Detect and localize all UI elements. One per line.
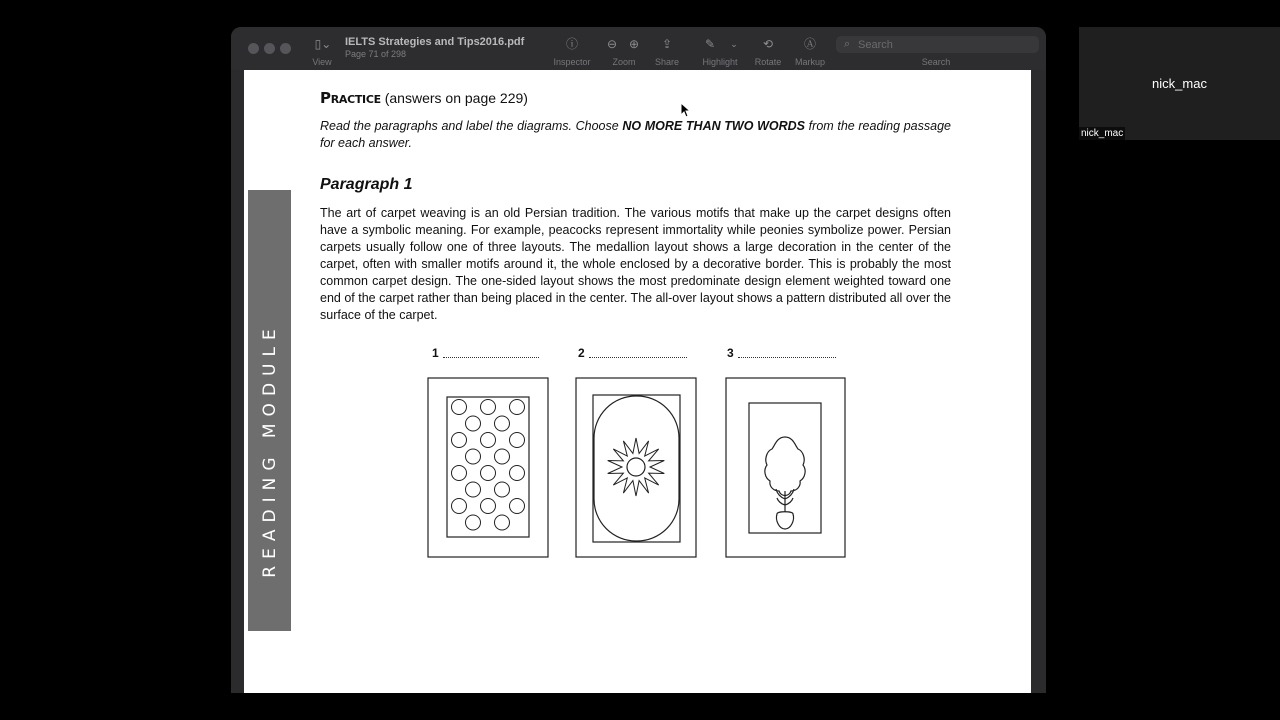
instructions [320, 118, 951, 152]
zoom-label: Zoom [612, 57, 636, 67]
markup-label: Markup [794, 57, 825, 67]
carpet-diagram-one-sided [725, 377, 847, 559]
document-page-count: Page 71 of 298 [345, 49, 407, 59]
search-field[interactable] [836, 36, 1039, 53]
zoom-out-icon[interactable]: ⊖ [606, 37, 618, 51]
mouse-cursor-icon [680, 102, 692, 118]
instruction-text-2: from the reading passage for each answer. [320, 119, 951, 150]
diagram-label-1: 1 [432, 346, 439, 360]
highlighter-icon: ✎ [704, 37, 716, 51]
instruction-emphasis: NO MORE THAN TWO WORDS [622, 119, 806, 133]
practice-note: (answers on page 229) [384, 90, 528, 106]
minimize-window-button[interactable] [264, 43, 275, 54]
instruction-text-1: Read the paragraphs and label the diagrams. Choose [320, 119, 623, 133]
view-label: View [312, 57, 332, 67]
close-window-button[interactable] [248, 43, 259, 54]
participant-tag: nick_mac [1081, 128, 1124, 139]
practice-heading [320, 89, 528, 107]
module-spine [248, 190, 291, 631]
chevron-down-icon[interactable]: ⌄ [730, 39, 738, 49]
share-icon: ⇪ [661, 37, 673, 51]
share-label: Share [654, 57, 680, 67]
inspector-label: Inspector [553, 57, 591, 67]
paragraph-heading: Paragraph 1 [320, 176, 413, 193]
paragraph-text: The art of carpet weaving is an old Persian tradition. The various motifs that make up the carpet designs often have a symbolic meaning. For example, peacocks represent immortality while peonies symbolize power. Persian carpets usually follow one of three layouts. The medallion layout shows a large decoration in the center of the carpet, often with smaller motifs around it, the whole enclosed by a decorative border. This is probably the most common carpet design. The one-sided layout shows the most predominate design element weighted toward one end of the carpet rather than being placed in the center. The all-over layout shows a pattern distributed all over the surface of the carpet. [320, 206, 951, 322]
zoom-window-button[interactable] [280, 43, 291, 54]
scrollbar[interactable] [1031, 70, 1046, 693]
diagram-label-2: 2 [578, 346, 585, 360]
zoom-in-icon[interactable]: ⊕ [628, 37, 640, 51]
answer-line-1 [443, 357, 539, 358]
answer-line-3 [738, 357, 836, 358]
search-input[interactable] [858, 37, 1033, 52]
participant-name: nick_mac [1152, 76, 1207, 91]
practice-title: Practice [320, 89, 381, 107]
answer-line-2 [589, 357, 687, 358]
sidebar-icon: ▯⌄ [314, 37, 332, 51]
search-icon: ⌕ [844, 38, 851, 50]
carpet-diagram-medallion [575, 377, 697, 559]
rotate-label: Rotate [754, 57, 782, 67]
pdf-page [244, 70, 1031, 693]
info-icon: ⓘ [565, 37, 578, 51]
markup-icon: Ⓐ [803, 37, 816, 51]
spine-label: READING MODULE [260, 322, 280, 578]
rotate-icon: ⟲ [762, 37, 774, 51]
document-title: IELTS Strategies and Tips2016.pdf [345, 36, 525, 48]
diagram-label-3: 3 [727, 346, 734, 360]
participant-tile [1079, 27, 1280, 140]
search-label: Search [921, 57, 951, 67]
toolbar [231, 27, 1046, 70]
highlight-label: Highlight [702, 57, 738, 67]
carpet-diagram-all-over [427, 377, 549, 559]
